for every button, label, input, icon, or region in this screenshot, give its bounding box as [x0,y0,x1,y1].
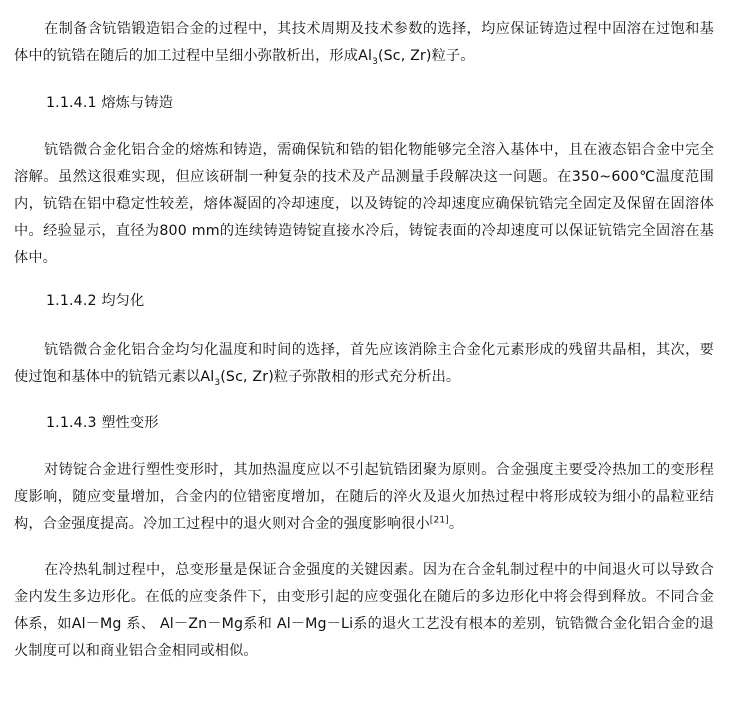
paragraph-plastic-deformation-text-b: 。 [448,516,464,532]
paragraph-homogenization [14,337,714,391]
citation-21: [21] [429,515,449,526]
section-heading-homogenization: 1.1.4.2 均匀化 [46,293,145,309]
paragraph-intro [14,16,714,70]
paragraph-smelting-casting: 钪锆微合金化铝合金的熔炼和铸造，需确保钪和锆的铝化物能够完全溶入基体中，且在液态铝合金中完全溶解。虽然这很难实现，但应该研制一种复杂的技术及产品测量手段解决这一问题。在350~600℃温度范围内，钪锆在铝中稳定性较差，熔体凝固的冷却速度，以及铸锭的冷却速度应确保钪锆完全固定及保留在固溶体中。经验显示，直径为800 mm的连续铸造铸锭直接水冷后，铸锭表面的冷却速度可以保证钪锆完全固溶在基体中。 [14,142,714,266]
subscript-3: 3 [372,56,378,67]
subscript-3: 3 [214,377,221,388]
paragraph-homogenization-text-b: (Sc, Zr)粒子弥散相的形式充分析出。 [220,369,461,385]
paragraph-rolling: 在冷热轧制过程中，总变形量是保证合金强度的关键因素。因为在合金轧制过程中的中间退火可以导致合金内发生多边形化。在低的应变条件下，由变形引起的应变强化在随后的多边形化中将会得到释放。不同合金体系，如Al－Mg 系、 Al－Zn－Mg系和 Al－Mg－Li系的退火工艺没有根本的差别，钪锆微合金化铝合金的退火制度可以和商业铝合金相同或相似。 [14,562,714,659]
paragraph-plastic-deformation-text-a: 对铸锭合金进行塑性变形时，其加热温度应以不引起钪锆团聚为原则。合金强度主要受冷热加工的变形程度影响，随应变量增加，合金内的位错密度增加，在随后的淬火及退火加热过程中将形成较为细小的晶粒亚结构，合金强度提高。冷加工过程中的退火则对合金的强度影响很小 [14,462,714,532]
section-heading-plastic-deformation: 1.1.4.3 塑性变形 [46,415,159,431]
section-heading-smelting-casting: 1.1.4.1 熔炼与铸造 [46,95,174,111]
paragraph-intro-text-a: 在制备含钪锆锻造铝合金的过程中，其技术周期及技术参数的选择，均应保证铸造过程中固溶在过饱和基体中的钪锆在随后的加工过程中呈细小弥散析出，形成Al [14,21,714,64]
paragraph-plastic-deformation [14,457,714,538]
paragraph-homogenization-text-a: 钪锆微合金化铝合金均匀化温度和时间的选择，首先应该消除主合金化元素形成的残留共晶相，其次，要使过饱和基体中的钪锆元素以Al [14,342,714,385]
paragraph-intro-text-b: (Sc, Zr)粒子。 [377,48,475,64]
